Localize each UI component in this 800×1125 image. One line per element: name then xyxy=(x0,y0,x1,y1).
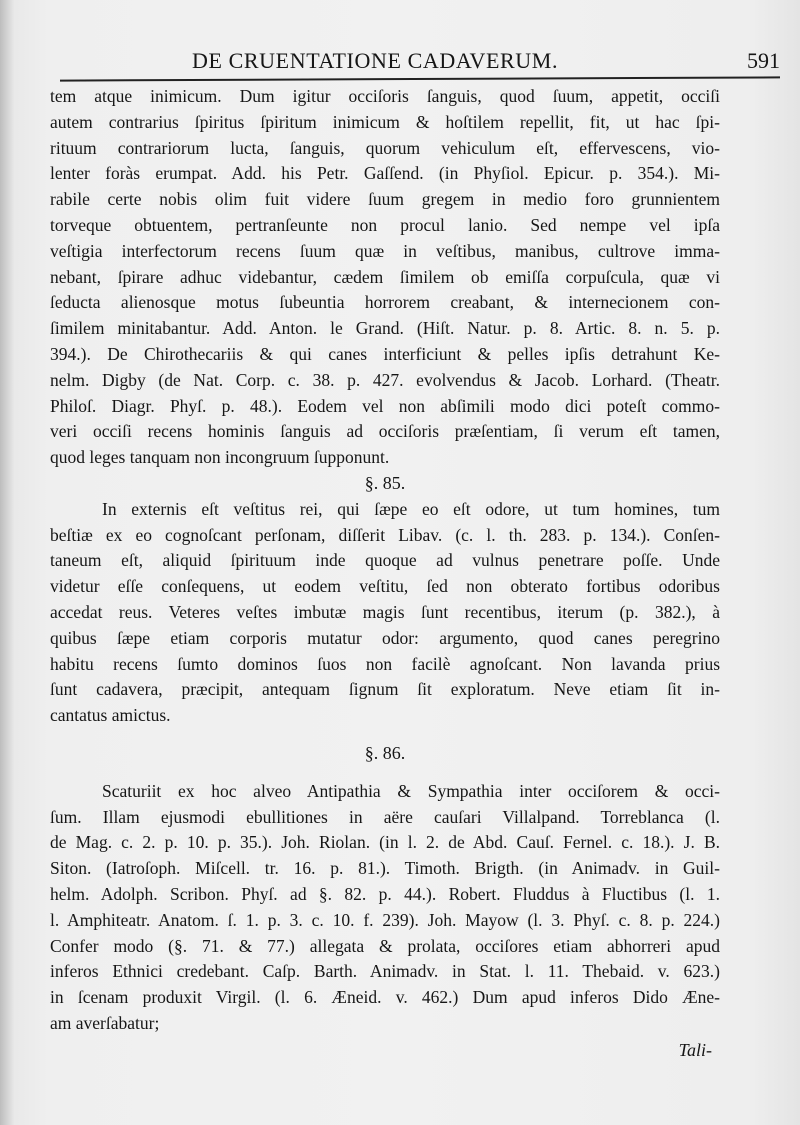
text-line: taneum eſt, aliquid ſpirituum inde quoque ad vulnus penetrare poſſe. Unde xyxy=(50,550,720,571)
text-line: torveque obtuentem, pertranſeunte non procul lanio. Sed nempe vel ipſa xyxy=(50,214,720,235)
text-line: Philoſ. Diagr. Phyſ. p. 48.). Eodem vel non abſimili modo dici poteſt commo- xyxy=(50,395,720,416)
text-line: Confer modo (§. 71. & 77.) allegata & prolata, occiſores etiam abhorreri apud xyxy=(50,935,720,956)
section-heading-86: §. 86. xyxy=(364,742,406,763)
text-line: rituum contrariorum lucta, ſanguis, quorum vehiculum eſt, effervescens, vio- xyxy=(50,137,720,158)
text-line: ſeducta alienosque motus ſubeuntia horrorem creabant, & internecionem con- xyxy=(50,292,720,313)
text-line: inferos Ethnici credebant. Caſp. Barth. Animadv. in Stat. l. 11. Thebaid. v. 623.) xyxy=(50,961,720,982)
header-rule xyxy=(60,76,780,81)
text-line: ſum. Illam ejusmodi ebullitiones in aëre cauſari Villalpand. Torreblanca (l. xyxy=(50,806,720,827)
text-block xyxy=(50,84,720,1037)
text-line: tem atque inimicum. Dum igitur occiſoris ſanguis, quod ſuum, appetit, occiſi xyxy=(50,86,720,106)
text-line: veſtigia interfectorum recens ſuum quæ in veſtibus, manibus, cultrove imma- xyxy=(50,240,720,261)
text-line: am averſabatur; xyxy=(50,1012,160,1033)
text-line: videtur eſſe conſequens, ut eodem veſtitu, ſed non obterato fortibus odoribus xyxy=(50,576,720,597)
text-line: l. Amphiteatr. Anatom. ſ. 1. p. 3. c. 10. f. 239). Joh. Mayow (l. 3. Phyſ. c. 8. p. 224.) xyxy=(50,909,720,930)
text-line: 394.). De Chirothecariis & qui canes interficiunt & pelles ipſis detrahunt Ke- xyxy=(50,343,720,364)
text-line: rabile certe nobis olim fuit videre ſuum gregem in medio foro grunnientem xyxy=(50,189,720,210)
text-line: in ſcenam produxit Virgil. (l. 6. Æneid. v. 462.) Dum apud inferos Dido Æne- xyxy=(50,987,720,1008)
text-line: Scaturiit ex hoc alveo Antipathia & Sympathia inter occiſorem & occi- xyxy=(102,780,720,801)
catchword: Tali- xyxy=(678,1040,712,1060)
section-86-paragraph xyxy=(50,779,720,1037)
running-title: DE CRUENTATIONE CADAVERUM. xyxy=(192,48,559,73)
text-line: quod leges tanquam non incongruum ſupponunt. xyxy=(50,447,390,468)
text-line: ſimilem minitabantur. Add. Anton. le Grand. (Hiſt. Natur. p. 8. Artic. 8. n. 5. p. xyxy=(50,318,720,339)
text-line: cantatus amictus. xyxy=(50,705,171,726)
text-line: ſunt cadavera, præcipit, antequam ſignum ſit exploratum. Neve etiam ſit in- xyxy=(50,679,720,700)
section-85-paragraph xyxy=(50,497,720,729)
text-line: In externis eſt veſtitus rei, qui ſæpe eo eſt odore, ut tum homines, tum xyxy=(102,498,720,519)
page-gutter-shadow xyxy=(0,0,14,1125)
text-line: autem contrarius ſpiritus ſpiritum inimicum & hoſtilem repellit, fit, ut hac ſpi- xyxy=(50,111,720,132)
page-header xyxy=(60,46,780,76)
paragraph-continuation xyxy=(50,84,720,471)
text-line: veri occiſi recens hominis ſanguis ad occiſoris præſentiam, ſi verum eſt tamen, xyxy=(50,421,720,442)
text-line: nelm. Digby (de Nat. Corp. c. 38. p. 427. evolvendus & Jacob. Lorhard. (Theatr. xyxy=(50,369,720,390)
text-line: de Mag. c. 2. p. 10. p. 35.). Joh. Riolan. (in l. 2. de Abd. Cauſ. Fernel. c. 18.). J. B. xyxy=(50,832,720,853)
text-line: nebant, ſpirare adhuc videbantur, cædem ſimilem ob emiſſa corpuſcula, quæ vi xyxy=(50,266,720,287)
page-number: 591 xyxy=(747,48,780,73)
text-line: Siton. (Iatroſoph. Miſcell. tr. 16. p. 81.). Timoth. Brigth. (in Animadv. in Guil- xyxy=(50,858,720,879)
text-line: helm. Adolph. Scribon. Phyſ. ad §. 82. p. 44.). Robert. Fluddus à Fluctibus (l. 1. xyxy=(50,883,720,904)
text-line: lenter foràs erumpat. Add. his Petr. Gaſſend. (in Phyſiol. Epicur. p. 354.). Mi- xyxy=(50,163,720,184)
section-heading-85: §. 85. xyxy=(364,472,406,493)
text-line: accedat reus. Veteres veſtes imbutæ magis ſunt recentibus, iterum (p. 382.), à xyxy=(50,601,720,622)
text-line: beſtiæ ex eo cognoſcant perſonam, diſſerit Libav. (c. l. th. 283. p. 134.). Conſen- xyxy=(50,524,720,545)
text-line: quibus ſæpe etiam corporis mutatur odor: argumento, quod canes peregrino xyxy=(50,627,720,648)
section-gap xyxy=(50,767,720,779)
text-line: habitu recens ſumto dominos ſuos non facilè agnoſcant. Non lavanda prius xyxy=(50,653,720,674)
section-gap xyxy=(50,729,720,741)
